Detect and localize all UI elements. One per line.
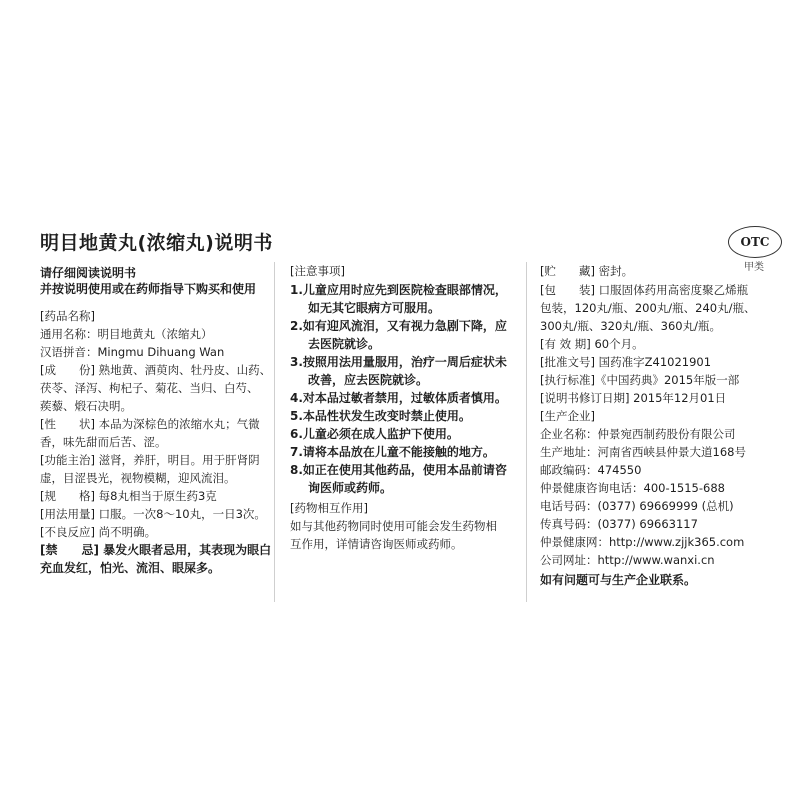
interaction-line-2: 互作用，详情请咨询医师或药师。 <box>290 537 463 551</box>
company-name: 企业名称：仲景宛西制药股份有限公司 <box>540 427 736 441</box>
otc-category: 甲类 <box>744 262 764 273</box>
interaction-header: [药物相互作用] <box>290 501 368 515</box>
properties-line-2: 香，味先甜而后苦、涩。 <box>40 435 167 449</box>
column-divider-2 <box>526 262 527 602</box>
manufacturer-header: [生产企业] <box>540 409 595 423</box>
otc-badge <box>728 226 782 258</box>
notice-line-1: 请仔细阅读说明书 <box>40 266 137 280</box>
postcode: 邮政编码：474550 <box>540 463 642 477</box>
precaution-item: 8.如正在使用其他药品，使用本品前请咨 <box>290 463 507 477</box>
drug-name-header: [药品名称] <box>40 309 95 323</box>
specification: [规 格] 每8丸相当于原生药3克 <box>40 489 217 503</box>
approval-number: [批准文号] 国药准字Z41021901 <box>540 355 712 369</box>
interaction-line-1: 如与其他药物同时使用可能会发生药物相 <box>290 519 497 533</box>
pinyin-name: 汉语拼音：Mingmu Dihuang Wan <box>40 345 225 359</box>
dosage: [用法用量] 口服。一次8～10丸，一日3次。 <box>40 507 266 521</box>
precaution-item: 7.请将本品放在儿童不能接触的地方。 <box>290 445 495 459</box>
validity: [有 效 期] 60个月。 <box>540 337 644 351</box>
revision-date: [说明书修订日期] 2015年12月01日 <box>540 391 727 405</box>
indications-line-2: 虚，目涩畏光，视物模糊，迎风流泪。 <box>40 471 236 485</box>
ingredients-line-2: 茯苓、泽泻、枸杞子、菊花、当归、白芍、 <box>40 381 259 395</box>
column-divider-1 <box>274 262 275 602</box>
precaution-item: 去医院就诊。 <box>308 337 381 351</box>
ingredients-line-1: [成 份] 熟地黄、酒萸肉、牡丹皮、山药、 <box>40 363 272 377</box>
page-title: 明目地黄丸(浓缩丸)说明书 <box>40 232 273 254</box>
precaution-item: 3.按照用法用量服用，治疗一周后症状未 <box>290 355 507 369</box>
storage: [贮 藏] 密封。 <box>540 264 634 278</box>
otc-label: OTC <box>740 235 770 249</box>
precaution-item: 2.如有迎风流泪，又有视力急剧下降，应 <box>290 319 507 333</box>
precaution-item: 5.本品性状发生改变时禁止使用。 <box>290 409 471 423</box>
common-name: 通用名称：明目地黄丸（浓缩丸） <box>40 327 213 341</box>
health-website: 仲景健康网：http://www.zjjk365.com <box>540 535 745 549</box>
properties-line-1: [性 状] 本品为深棕色的浓缩水丸；气微 <box>40 417 260 431</box>
precaution-item: 询医师或药师。 <box>308 481 393 495</box>
precaution-item: 改善，应去医院就诊。 <box>308 373 429 387</box>
indications-line-1: [功能主治] 滋肾，养肝，明目。用于肝肾阴 <box>40 453 260 467</box>
ingredients-line-3: 蒺藜、煅石决明。 <box>40 399 132 413</box>
precaution-item: 如无其它眼病方可服用。 <box>308 301 441 315</box>
notice-line-2: 并按说明使用或在药师指导下购买和使用 <box>40 282 257 296</box>
company-address: 生产地址：河南省西峡县仲景大道168号 <box>540 445 746 459</box>
precaution-item: 1.儿童应用时应先到医院检查眼部情况， <box>290 283 507 297</box>
standard: [执行标准]《中国药典》2015年版一部 <box>540 373 740 387</box>
precaution-item: 4.对本品过敏者禁用，过敏体质者慎用。 <box>290 391 507 405</box>
fax: 传真号码：(0377) 69663117 <box>540 517 698 531</box>
contact-note: 如有问题可与生产企业联系。 <box>540 573 697 587</box>
company-website: 公司网址：http://www.wanxi.cn <box>540 553 715 567</box>
contraindication-line-2: 充血发红，怕光、流泪、眼屎多。 <box>40 561 221 575</box>
precautions-header: [注意事项] <box>290 264 345 278</box>
phone: 电话号码：(0377) 69669999 (总机) <box>540 499 734 513</box>
hotline: 仲景健康咨询电话：400-1515-688 <box>540 481 725 495</box>
package-line-3: 300丸/瓶、320丸/瓶、360丸/瓶。 <box>540 319 721 333</box>
contraindication-line-1: [禁 忌] 暴发火眼者忌用，其表现为眼白 <box>40 543 272 557</box>
precaution-item: 6.儿童必须在成人监护下使用。 <box>290 427 459 441</box>
package-line-2: 包装，120丸/瓶、200丸/瓶、240丸/瓶、 <box>540 301 756 315</box>
adverse-reactions: [不良反应] 尚不明确。 <box>40 525 157 539</box>
package-line-1: [包 装] 口服固体药用高密度聚乙烯瓶 <box>540 283 749 297</box>
